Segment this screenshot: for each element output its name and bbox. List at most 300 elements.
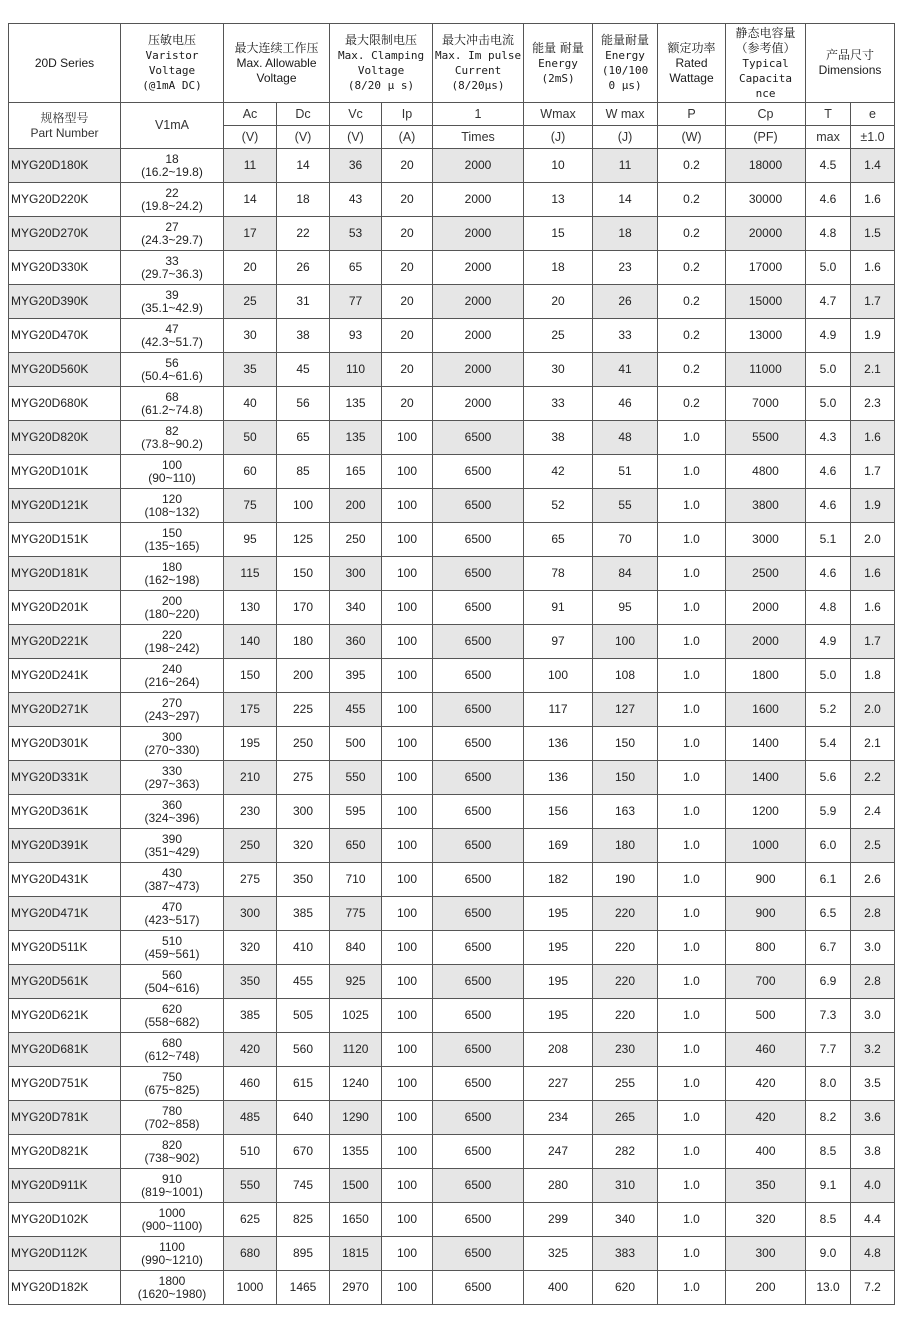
rated-power-cell: 1.0: [658, 1237, 726, 1271]
peak-current-cell: 20: [382, 319, 433, 353]
energy-2ms-cell: 33: [524, 387, 593, 421]
ac-voltage-cell: 130: [224, 591, 277, 625]
impulse-times-cell: 6500: [433, 829, 524, 863]
voltage-range: (702~858): [144, 1116, 200, 1131]
thickness-cell: 4.6: [806, 557, 851, 591]
ac-voltage-cell: 25: [224, 285, 277, 319]
peak-current-cell: 100: [382, 931, 433, 965]
impulse-times-cell: 6500: [433, 557, 524, 591]
symbol-ip: Ip: [382, 103, 433, 126]
capacitance-cell: 17000: [726, 251, 806, 285]
part-number-cell: MYG20D182K: [9, 1271, 121, 1305]
part-number-cell: MYG20D331K: [9, 761, 121, 795]
peak-current-cell: 100: [382, 1101, 433, 1135]
capacitance-cell: 300: [726, 1237, 806, 1271]
clamping-voltage-cell: 53: [330, 217, 382, 251]
table-row: [9, 489, 895, 523]
table-row: [9, 999, 895, 1033]
clamping-voltage-cell: 93: [330, 319, 382, 353]
unit-dc: (V): [277, 126, 330, 149]
nominal-voltage: 33: [165, 253, 179, 268]
energy-10-1000-cell: 220: [593, 965, 658, 999]
clamping-voltage-cell: 395: [330, 659, 382, 693]
energy-10-1000-cell: 383: [593, 1237, 658, 1271]
varistor-voltage-cell: [121, 149, 224, 183]
voltage-range: (42.3~51.7): [141, 334, 203, 349]
table-row: [9, 319, 895, 353]
ac-voltage-cell: 300: [224, 897, 277, 931]
lead-spacing-cell: 7.2: [851, 1271, 895, 1305]
ac-voltage-cell: 60: [224, 455, 277, 489]
series-title: 20D Series: [9, 24, 121, 103]
part-number-cell: MYG20D151K: [9, 523, 121, 557]
impulse-times-cell: 6500: [433, 455, 524, 489]
energy-2ms-cell: 208: [524, 1033, 593, 1067]
voltage-range: (35.1~42.9): [141, 300, 203, 315]
energy-2ms-cell: 117: [524, 693, 593, 727]
dc-voltage-cell: 320: [277, 829, 330, 863]
clamping-voltage-cell: 840: [330, 931, 382, 965]
ac-voltage-cell: 460: [224, 1067, 277, 1101]
ac-voltage-cell: 195: [224, 727, 277, 761]
dimensions-header: 产品尺寸 Dimensions: [806, 24, 895, 103]
capacitance-cell: 7000: [726, 387, 806, 421]
peak-current-cell: 100: [382, 591, 433, 625]
impulse-times-cell: 6500: [433, 489, 524, 523]
symbol-cp: Cp: [726, 103, 806, 126]
varistor-spec-table: [8, 23, 895, 1305]
impulse-times-cell: 2000: [433, 319, 524, 353]
thickness-cell: 5.0: [806, 387, 851, 421]
energy-10-1000-cell: 255: [593, 1067, 658, 1101]
dc-voltage-cell: 31: [277, 285, 330, 319]
impulse-times-cell: 6500: [433, 421, 524, 455]
dc-voltage-cell: 895: [277, 1237, 330, 1271]
max-clamping-voltage-header: 最大限制电压 Max. Clamping Voltage (8/20 μ s): [330, 24, 433, 103]
part-number-cell: MYG20D820K: [9, 421, 121, 455]
dc-voltage-cell: 18: [277, 183, 330, 217]
impulse-times-cell: 6500: [433, 591, 524, 625]
dc-voltage-cell: 56: [277, 387, 330, 421]
rated-power-cell: 1.0: [658, 1033, 726, 1067]
rated-power-cell: 0.2: [658, 319, 726, 353]
energy-10-1000-cell: 70: [593, 523, 658, 557]
ac-voltage-cell: 75: [224, 489, 277, 523]
impulse-times-cell: 6500: [433, 1271, 524, 1305]
peak-current-cell: 20: [382, 183, 433, 217]
clamping-voltage-cell: 500: [330, 727, 382, 761]
energy-2ms-cell: 325: [524, 1237, 593, 1271]
energy-2ms-cell: 227: [524, 1067, 593, 1101]
dc-voltage-cell: 45: [277, 353, 330, 387]
ac-voltage-cell: 150: [224, 659, 277, 693]
thickness-cell: 5.1: [806, 523, 851, 557]
energy-2ms-cell: 18: [524, 251, 593, 285]
dc-voltage-cell: 670: [277, 1135, 330, 1169]
capacitance-cell: 3800: [726, 489, 806, 523]
rated-power-cell: 1.0: [658, 863, 726, 897]
energy-2ms-cell: 15: [524, 217, 593, 251]
peak-current-cell: 20: [382, 285, 433, 319]
ac-voltage-cell: 320: [224, 931, 277, 965]
part-number-cell: MYG20D221K: [9, 625, 121, 659]
part-number-cell: MYG20D560K: [9, 353, 121, 387]
peak-current-cell: 20: [382, 217, 433, 251]
lead-spacing-cell: 1.6: [851, 183, 895, 217]
energy-2ms-cell: 100: [524, 659, 593, 693]
energy-2ms-cell: 136: [524, 761, 593, 795]
voltage-range: (504~616): [144, 980, 200, 995]
energy-2ms-cell: 280: [524, 1169, 593, 1203]
capacitance-cell: 30000: [726, 183, 806, 217]
voltage-range: (675~825): [144, 1082, 200, 1097]
lead-spacing-cell: 2.6: [851, 863, 895, 897]
energy-10-1000-header: 能量耐量 Energy (10/100 0 μs): [593, 24, 658, 103]
table-row: [9, 217, 895, 251]
rated-power-cell: 0.2: [658, 387, 726, 421]
clamping-voltage-cell: 1290: [330, 1101, 382, 1135]
nominal-voltage: 39: [165, 287, 179, 302]
ac-voltage-cell: 350: [224, 965, 277, 999]
rated-power-cell: 0.2: [658, 217, 726, 251]
thickness-cell: 4.8: [806, 591, 851, 625]
energy-2ms-cell: 247: [524, 1135, 593, 1169]
varistor-voltage-cell: [121, 489, 224, 523]
ac-voltage-cell: 95: [224, 523, 277, 557]
energy-10-1000-cell: 163: [593, 795, 658, 829]
rated-power-cell: 0.2: [658, 353, 726, 387]
thickness-cell: 5.0: [806, 251, 851, 285]
clamping-voltage-cell: 1025: [330, 999, 382, 1033]
ac-voltage-cell: 30: [224, 319, 277, 353]
rated-power-cell: 1.0: [658, 421, 726, 455]
dc-voltage-cell: 615: [277, 1067, 330, 1101]
part-number-cell: MYG20D621K: [9, 999, 121, 1033]
nominal-voltage: 47: [165, 321, 179, 336]
capacitance-cell: 5500: [726, 421, 806, 455]
voltage-range: (50.4~61.6): [141, 368, 203, 383]
lead-spacing-cell: 1.6: [851, 251, 895, 285]
varistor-voltage-cell: [121, 1135, 224, 1169]
rated-power-cell: 1.0: [658, 897, 726, 931]
unit-wmax-10-1000: (J): [593, 126, 658, 149]
table-row: [9, 251, 895, 285]
varistor-voltage-cell: [121, 999, 224, 1033]
table-row: [9, 761, 895, 795]
energy-2ms-cell: 169: [524, 829, 593, 863]
lead-spacing-cell: 3.0: [851, 999, 895, 1033]
energy-10-1000-cell: 620: [593, 1271, 658, 1305]
part-number-cell: MYG20D112K: [9, 1237, 121, 1271]
varistor-voltage-cell: [121, 625, 224, 659]
impulse-times-cell: 2000: [433, 149, 524, 183]
nominal-voltage: 470: [161, 899, 183, 914]
nominal-voltage: 1100: [159, 1239, 185, 1254]
capacitance-cell: 2000: [726, 591, 806, 625]
nominal-voltage: 910: [161, 1171, 183, 1186]
part-number-cell: MYG20D270K: [9, 217, 121, 251]
energy-10-1000-cell: 18: [593, 217, 658, 251]
nominal-voltage: 56: [165, 355, 179, 370]
peak-current-cell: 100: [382, 897, 433, 931]
voltage-range: (29.7~36.3): [141, 266, 203, 281]
varistor-voltage-cell: [121, 1271, 224, 1305]
dc-voltage-cell: 350: [277, 863, 330, 897]
thickness-cell: 4.5: [806, 149, 851, 183]
lead-spacing-cell: 2.1: [851, 727, 895, 761]
peak-current-cell: 100: [382, 761, 433, 795]
capacitance-cell: 1600: [726, 693, 806, 727]
capacitance-cell: 2000: [726, 625, 806, 659]
energy-10-1000-cell: 150: [593, 761, 658, 795]
nominal-voltage: 300: [161, 729, 183, 744]
voltage-range: (16.2~19.8): [141, 164, 203, 179]
table-row: [9, 1271, 895, 1305]
lead-spacing-cell: 4.4: [851, 1203, 895, 1237]
clamping-voltage-cell: 65: [330, 251, 382, 285]
table-row: [9, 1135, 895, 1169]
table-row: [9, 1237, 895, 1271]
symbol-p: P: [658, 103, 726, 126]
peak-current-cell: 100: [382, 455, 433, 489]
peak-current-cell: 100: [382, 625, 433, 659]
voltage-range: (1620~1980): [137, 1286, 207, 1301]
voltage-range: (198~242): [144, 640, 200, 655]
impulse-times-cell: 6500: [433, 931, 524, 965]
varistor-voltage-cell: [121, 523, 224, 557]
clamping-voltage-cell: 200: [330, 489, 382, 523]
dc-voltage-cell: 150: [277, 557, 330, 591]
dc-voltage-cell: 385: [277, 897, 330, 931]
varistor-voltage-cell: [121, 829, 224, 863]
table-row: [9, 353, 895, 387]
rated-power-cell: 0.2: [658, 251, 726, 285]
table-row: [9, 965, 895, 999]
rated-power-cell: 1.0: [658, 1169, 726, 1203]
varistor-voltage-cell: [121, 693, 224, 727]
ac-voltage-cell: 385: [224, 999, 277, 1033]
impulse-times-cell: 6500: [433, 1033, 524, 1067]
ac-voltage-cell: 420: [224, 1033, 277, 1067]
unit-ac: (V): [224, 126, 277, 149]
dc-voltage-cell: 85: [277, 455, 330, 489]
impulse-times-cell: 2000: [433, 285, 524, 319]
clamping-voltage-cell: 250: [330, 523, 382, 557]
table-row: [9, 1203, 895, 1237]
energy-2ms-cell: 20: [524, 285, 593, 319]
ac-voltage-cell: 11: [224, 149, 277, 183]
capacitance-cell: 420: [726, 1101, 806, 1135]
lead-spacing-cell: 4.8: [851, 1237, 895, 1271]
lead-spacing-cell: 1.7: [851, 455, 895, 489]
capacitance-cell: 500: [726, 999, 806, 1033]
rated-power-cell: 1.0: [658, 931, 726, 965]
varistor-voltage-cell: [121, 421, 224, 455]
table-row: [9, 931, 895, 965]
peak-current-cell: 20: [382, 353, 433, 387]
energy-10-1000-cell: 282: [593, 1135, 658, 1169]
capacitance-cell: 400: [726, 1135, 806, 1169]
peak-current-cell: 100: [382, 557, 433, 591]
clamping-voltage-cell: 360: [330, 625, 382, 659]
varistor-voltage-cell: [121, 795, 224, 829]
impulse-times-cell: 6500: [433, 1101, 524, 1135]
impulse-times-cell: 6500: [433, 795, 524, 829]
impulse-times-cell: 6500: [433, 897, 524, 931]
lead-spacing-cell: 2.3: [851, 387, 895, 421]
dc-voltage-cell: 170: [277, 591, 330, 625]
ac-voltage-cell: 625: [224, 1203, 277, 1237]
ac-voltage-cell: 510: [224, 1135, 277, 1169]
varistor-voltage-cell: [121, 1237, 224, 1271]
unit-times: Times: [433, 126, 524, 149]
energy-10-1000-cell: 14: [593, 183, 658, 217]
ac-voltage-cell: 175: [224, 693, 277, 727]
varistor-voltage-cell: [121, 353, 224, 387]
varistor-voltage-cell: [121, 965, 224, 999]
varistor-voltage-cell: [121, 931, 224, 965]
energy-2ms-header: 能量 耐量 Energy (2mS): [524, 24, 593, 103]
peak-current-cell: 100: [382, 1033, 433, 1067]
symbol-wmax-10-1000: W max: [593, 103, 658, 126]
varistor-voltage-cell: [121, 897, 224, 931]
symbol-vc: Vc: [330, 103, 382, 126]
thickness-cell: 5.0: [806, 353, 851, 387]
thickness-cell: 5.2: [806, 693, 851, 727]
thickness-cell: 4.7: [806, 285, 851, 319]
part-number-cell: MYG20D181K: [9, 557, 121, 591]
part-number-cell: MYG20D301K: [9, 727, 121, 761]
voltage-range: (990~1210): [141, 1252, 203, 1267]
lead-spacing-cell: 1.9: [851, 319, 895, 353]
energy-2ms-cell: 10: [524, 149, 593, 183]
ac-voltage-cell: 17: [224, 217, 277, 251]
nominal-voltage: 18: [165, 151, 179, 166]
impulse-times-cell: 6500: [433, 965, 524, 999]
energy-2ms-cell: 25: [524, 319, 593, 353]
rated-power-cell: 1.0: [658, 625, 726, 659]
rated-power-cell: 1.0: [658, 965, 726, 999]
table-row: [9, 387, 895, 421]
clamping-voltage-cell: 110: [330, 353, 382, 387]
capacitance-cell: 18000: [726, 149, 806, 183]
peak-current-cell: 20: [382, 251, 433, 285]
varistor-voltage-cell: [121, 387, 224, 421]
nominal-voltage: 560: [161, 967, 183, 982]
rated-power-cell: 1.0: [658, 489, 726, 523]
energy-10-1000-cell: 220: [593, 931, 658, 965]
nominal-voltage: 1800: [158, 1273, 186, 1288]
header-row-symbols: [9, 103, 895, 126]
energy-10-1000-cell: 41: [593, 353, 658, 387]
nominal-voltage: 680: [161, 1035, 183, 1050]
table-row: [9, 1169, 895, 1203]
lead-spacing-cell: 1.6: [851, 557, 895, 591]
rated-power-cell: 1.0: [658, 1067, 726, 1101]
thickness-cell: 6.9: [806, 965, 851, 999]
dc-voltage-cell: 745: [277, 1169, 330, 1203]
unit-t: max: [806, 126, 851, 149]
capacitance-cell: 13000: [726, 319, 806, 353]
nominal-voltage: 220: [161, 627, 183, 642]
lead-spacing-cell: 1.4: [851, 149, 895, 183]
nominal-voltage: 22: [165, 185, 179, 200]
impulse-times-cell: 6500: [433, 999, 524, 1033]
energy-10-1000-cell: 11: [593, 149, 658, 183]
varistor-voltage-cell: [121, 319, 224, 353]
part-number-cell: MYG20D680K: [9, 387, 121, 421]
nominal-voltage: 360: [161, 797, 183, 812]
rated-power-cell: 1.0: [658, 795, 726, 829]
rated-power-cell: 0.2: [658, 149, 726, 183]
clamping-voltage-cell: 1120: [330, 1033, 382, 1067]
part-number-cell: MYG20D511K: [9, 931, 121, 965]
ac-voltage-cell: 210: [224, 761, 277, 795]
table-row: [9, 1067, 895, 1101]
thickness-cell: 6.1: [806, 863, 851, 897]
thickness-cell: 9.0: [806, 1237, 851, 1271]
voltage-range: (73.8~90.2): [141, 436, 203, 451]
symbol-times: 1: [433, 103, 524, 126]
rated-power-cell: 1.0: [658, 455, 726, 489]
peak-current-cell: 100: [382, 1135, 433, 1169]
rated-power-cell: 1.0: [658, 659, 726, 693]
clamping-voltage-cell: 1500: [330, 1169, 382, 1203]
unit-cp: (PF): [726, 126, 806, 149]
capacitance-cell: 3000: [726, 523, 806, 557]
capacitance-cell: 2500: [726, 557, 806, 591]
energy-2ms-cell: 52: [524, 489, 593, 523]
energy-10-1000-cell: 340: [593, 1203, 658, 1237]
symbol-e: e: [851, 103, 895, 126]
varistor-voltage-cell: [121, 761, 224, 795]
dc-voltage-cell: 14: [277, 149, 330, 183]
clamping-voltage-cell: 1355: [330, 1135, 382, 1169]
lead-spacing-cell: 1.6: [851, 421, 895, 455]
impulse-times-cell: 6500: [433, 693, 524, 727]
part-number-cell: MYG20D751K: [9, 1067, 121, 1101]
energy-10-1000-cell: 310: [593, 1169, 658, 1203]
capacitance-cell: 320: [726, 1203, 806, 1237]
part-number-cell: MYG20D101K: [9, 455, 121, 489]
part-number-cell: MYG20D180K: [9, 149, 121, 183]
lead-spacing-cell: 2.8: [851, 965, 895, 999]
part-number-cell: MYG20D390K: [9, 285, 121, 319]
dc-voltage-cell: 200: [277, 659, 330, 693]
peak-current-cell: 100: [382, 1067, 433, 1101]
clamping-voltage-cell: 77: [330, 285, 382, 319]
nominal-voltage: 390: [161, 831, 183, 846]
energy-2ms-cell: 400: [524, 1271, 593, 1305]
varistor-voltage-header: 压敏电压 Varistor Voltage (@1mA DC): [121, 24, 224, 103]
varistor-voltage-cell: [121, 285, 224, 319]
part-number-header: 规格型号 Part Number: [9, 103, 121, 149]
lead-spacing-cell: 1.7: [851, 285, 895, 319]
varistor-voltage-cell: [121, 1101, 224, 1135]
lead-spacing-cell: 2.0: [851, 523, 895, 557]
voltage-range: (19.8~24.2): [141, 198, 203, 213]
clamping-voltage-cell: 1240: [330, 1067, 382, 1101]
ac-voltage-cell: 485: [224, 1101, 277, 1135]
energy-2ms-cell: 30: [524, 353, 593, 387]
dc-voltage-cell: 825: [277, 1203, 330, 1237]
spec-table-body: [9, 149, 895, 1305]
peak-current-cell: 100: [382, 1203, 433, 1237]
part-number-cell: MYG20D471K: [9, 897, 121, 931]
peak-current-cell: 100: [382, 965, 433, 999]
peak-current-cell: 100: [382, 999, 433, 1033]
energy-2ms-cell: 195: [524, 965, 593, 999]
